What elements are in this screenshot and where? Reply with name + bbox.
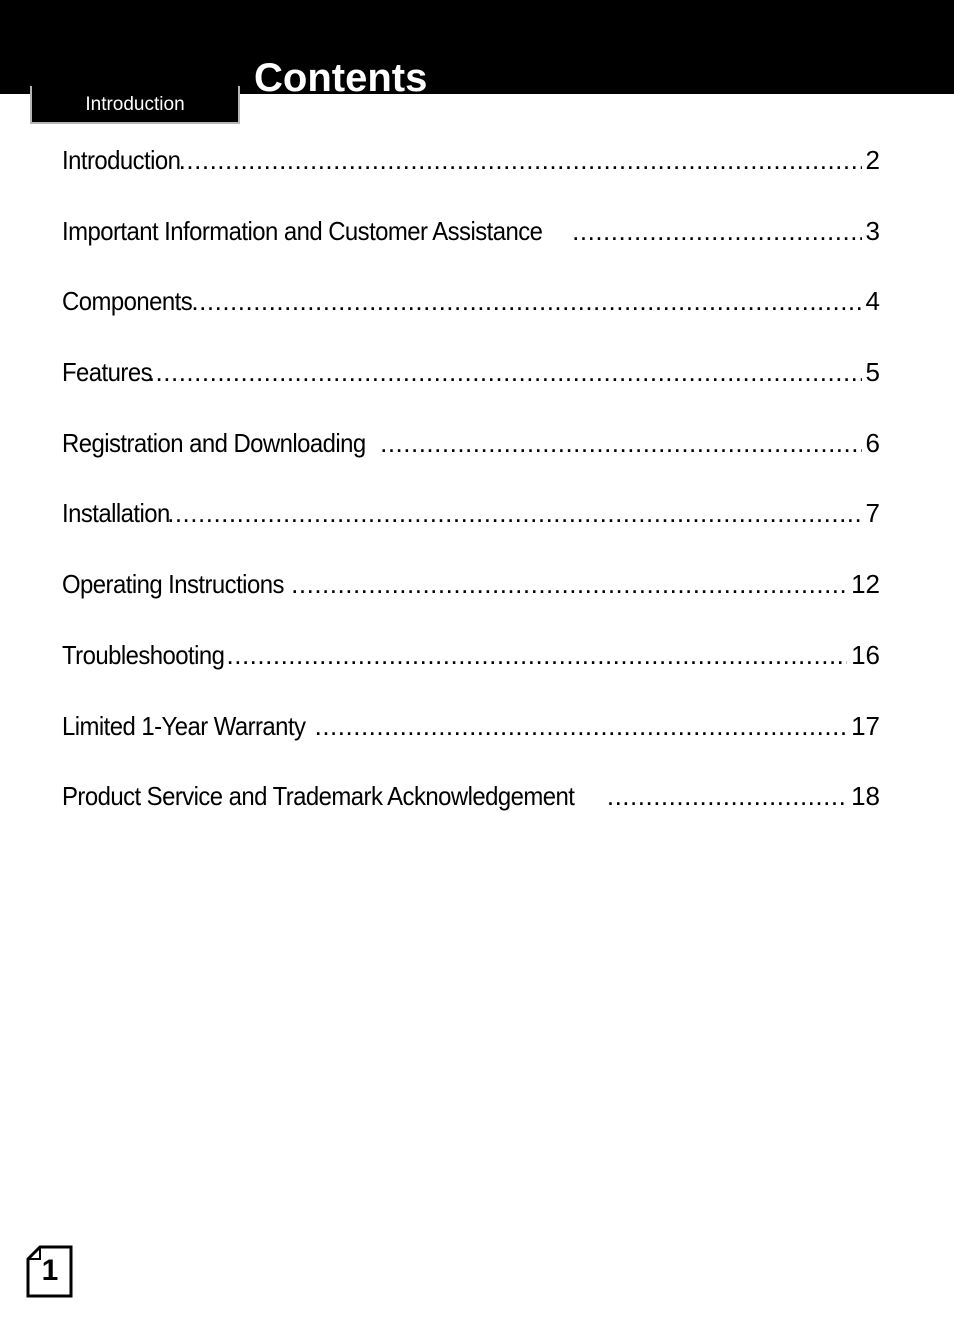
toc-entry-product-service[interactable]: [62, 781, 880, 852]
toc-dot-leader: [167, 498, 861, 529]
toc-dot-leader: [191, 286, 861, 317]
toc-entry-label: Introduction: [62, 145, 181, 175]
toc-entry-page: 6: [865, 427, 880, 458]
page-number-badge: [26, 1245, 72, 1297]
toc-entry-page: 2: [865, 145, 880, 175]
table-of-contents: [62, 145, 880, 852]
toc-dot-leader: [315, 711, 847, 742]
toc-dot-leader: [380, 428, 861, 459]
toc-entry-page: 18: [851, 781, 880, 812]
toc-dot-leader: [291, 569, 847, 600]
toc-entry-features[interactable]: [62, 357, 880, 428]
toc-entry-label: Registration and Downloading: [62, 427, 366, 458]
toc-entry-label: Operating Instructions: [62, 569, 284, 600]
toc-dot-leader: [607, 781, 847, 812]
header-bar: [0, 0, 954, 94]
toc-dot-leader: [148, 357, 862, 388]
toc-entry-registration[interactable]: [62, 428, 880, 499]
toc-entry-important-information[interactable]: [62, 216, 880, 287]
toc-entry-operating-instructions[interactable]: [62, 569, 880, 640]
toc-entry-components[interactable]: [62, 286, 880, 357]
toc-entry-page: 4: [865, 286, 880, 317]
toc-entry-troubleshooting[interactable]: [62, 640, 880, 711]
toc-entry-installation[interactable]: [62, 498, 880, 569]
toc-entry-page: 12: [851, 569, 880, 600]
toc-entry-label: Limited 1-Year Warranty: [62, 710, 306, 741]
toc-entry-label: Features: [62, 357, 152, 388]
toc-dot-leader: [572, 216, 861, 247]
toc-entry-label: Troubleshooting: [62, 639, 225, 670]
toc-entry-label: Product Service and Trademark Acknowledgement: [62, 781, 575, 812]
page-number: 1: [41, 1254, 59, 1287]
section-tab: Introduction: [30, 86, 240, 124]
toc-entry-page: 17: [851, 710, 880, 741]
toc-entry-page: 16: [851, 639, 880, 670]
toc-entry-page: 3: [865, 215, 880, 246]
toc-entry-label: Components: [62, 286, 193, 317]
toc-entry-page: 5: [865, 357, 880, 388]
toc-dot-leader: [227, 640, 848, 671]
page-title: Contents: [254, 56, 428, 100]
toc-entry-introduction[interactable]: [62, 145, 880, 216]
toc-entry-warranty[interactable]: [62, 711, 880, 782]
toc-entry-label: Important Information and Customer Assistance: [62, 215, 543, 246]
toc-entry-label: Installation: [62, 498, 170, 529]
toc-dot-leader: [179, 145, 862, 176]
toc-entry-page: 7: [865, 498, 880, 529]
